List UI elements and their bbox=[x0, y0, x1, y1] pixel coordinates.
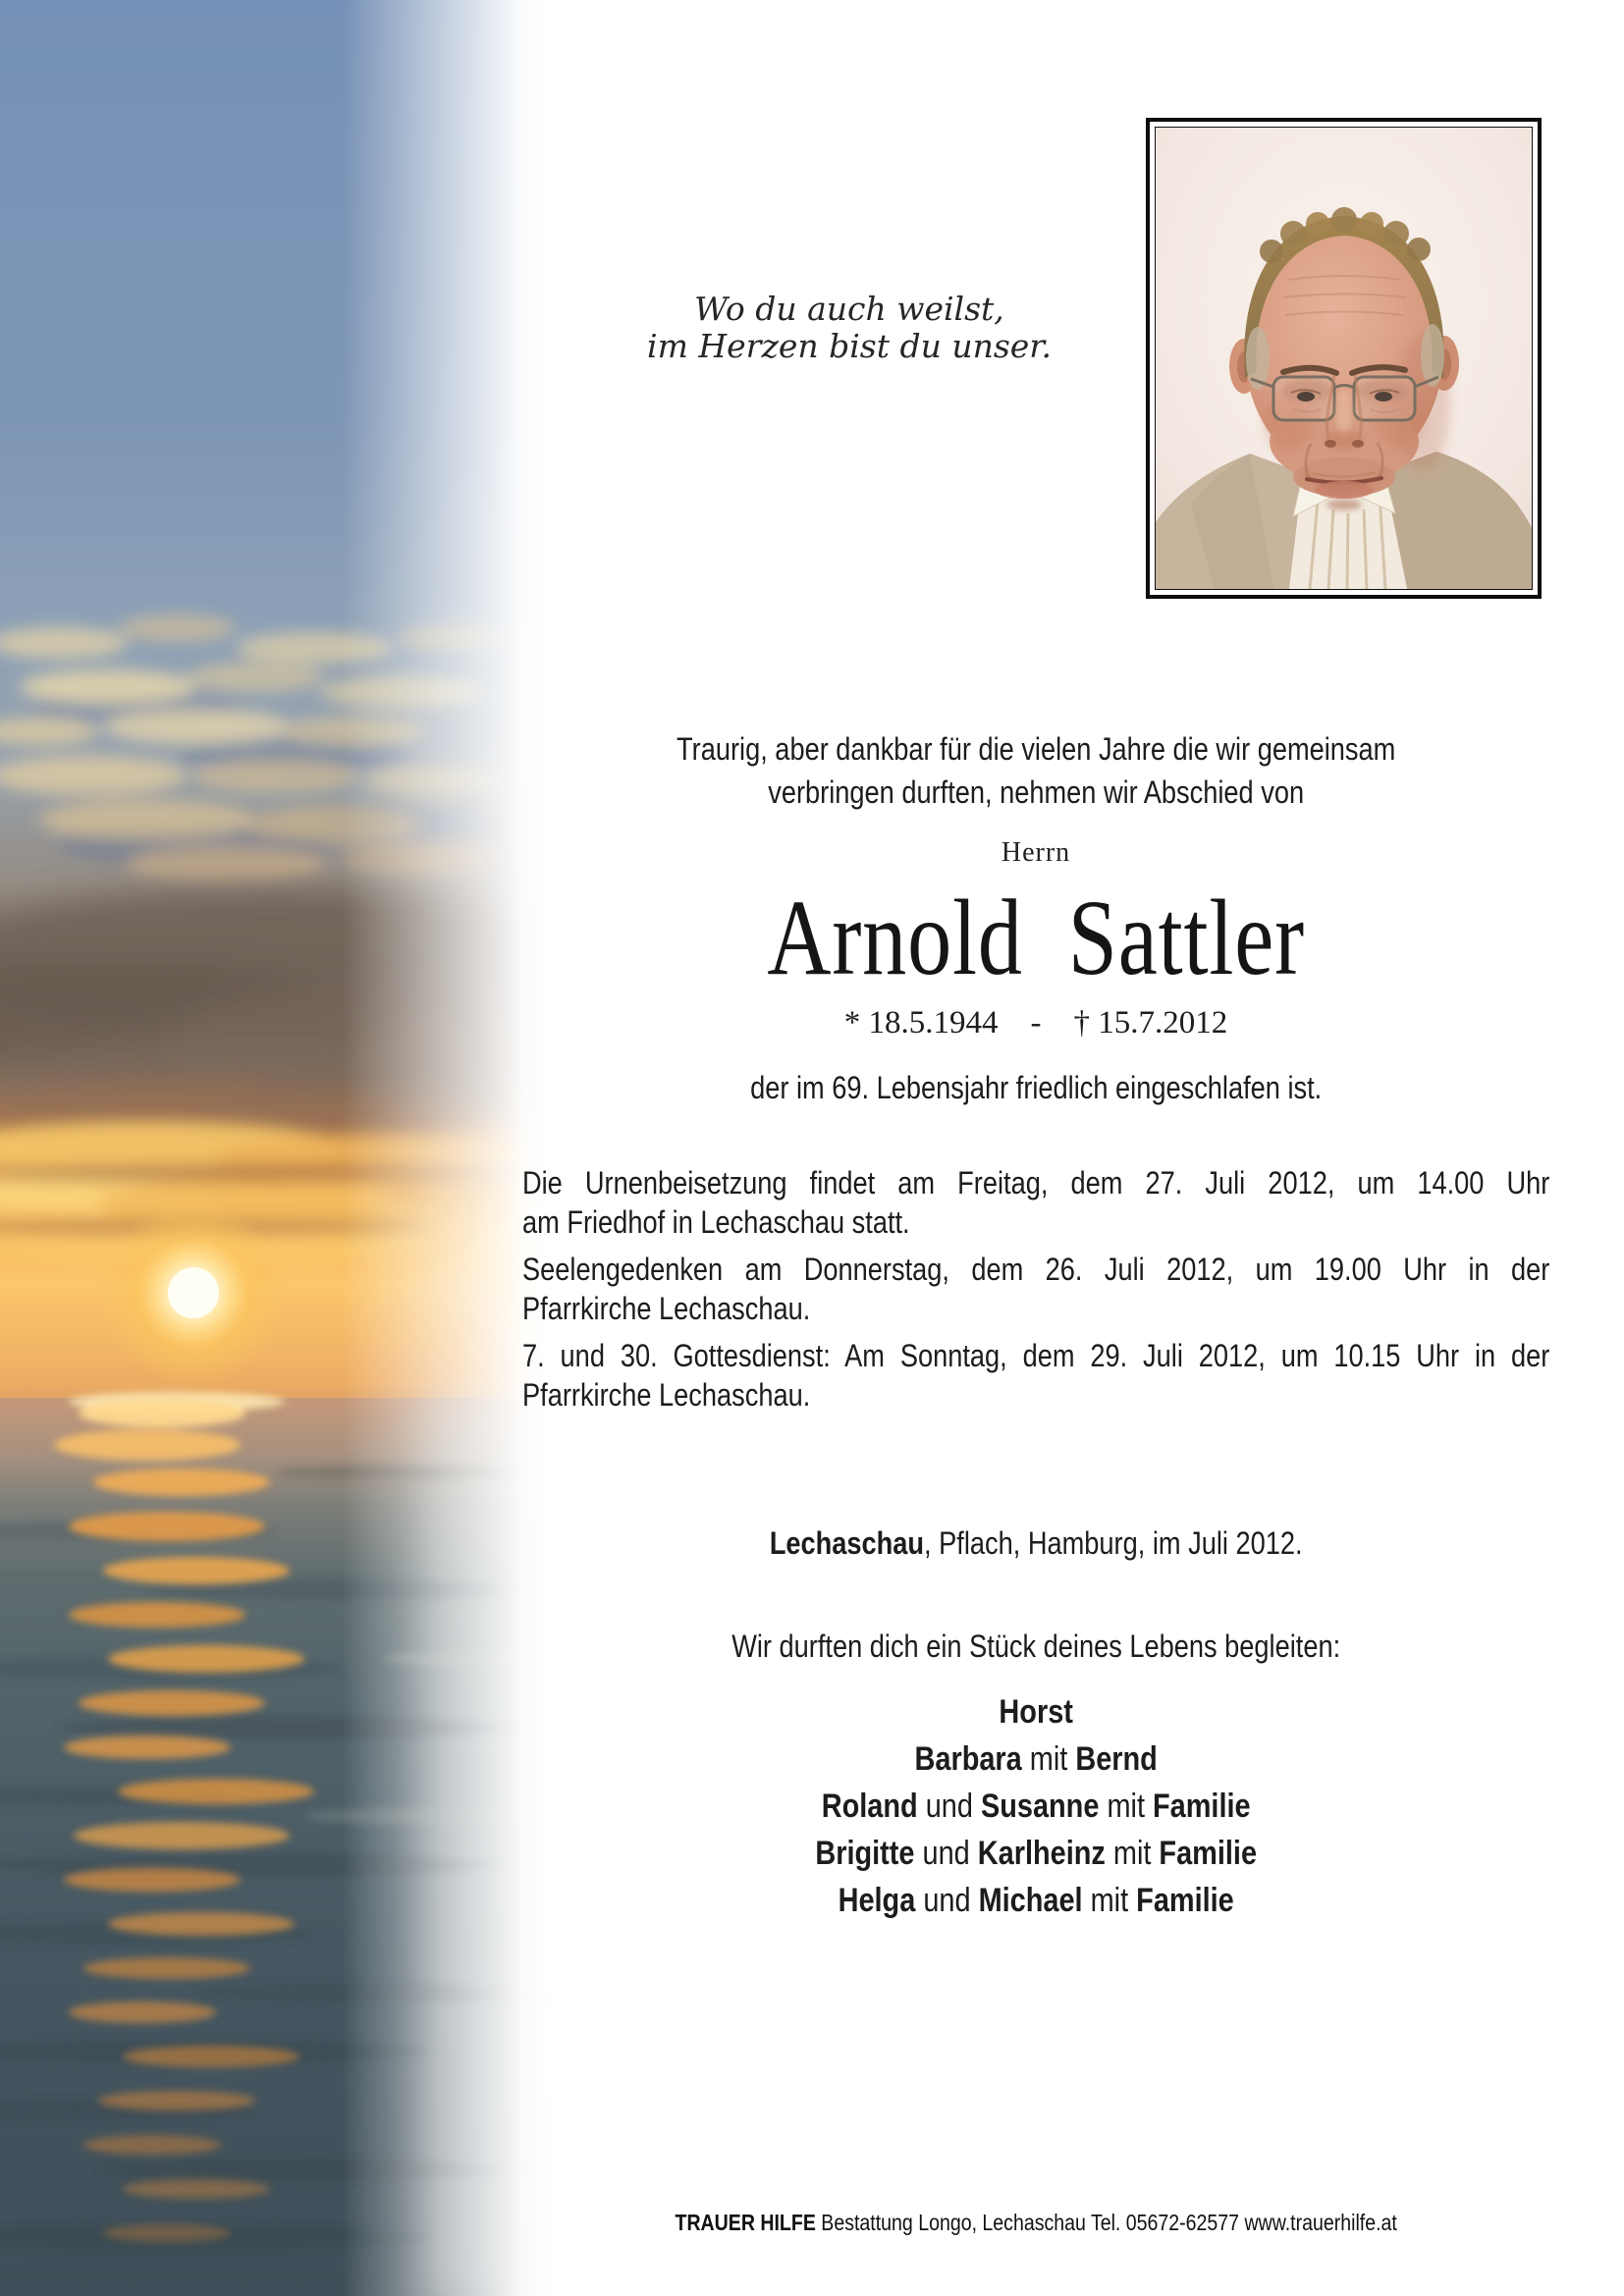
mourner-line bbox=[522, 1735, 1549, 1783]
mourner-name: Roland bbox=[821, 1788, 918, 1825]
paragraph-line: am Friedhof in Lechaschau statt. bbox=[522, 1204, 910, 1240]
mourner-name: Brigitte bbox=[815, 1835, 915, 1872]
sunset-sea-photo bbox=[0, 0, 550, 2296]
mourner-name: Barbara bbox=[914, 1740, 1022, 1778]
photo-fade-edge bbox=[0, 0, 550, 2296]
portrait-photo-frame bbox=[1146, 118, 1542, 599]
age-line: der im 69. Lebensjahr friedlich eingeschlafen ist. bbox=[750, 1070, 1323, 1105]
memorial-quote bbox=[535, 291, 1164, 365]
portrait-illustration bbox=[1156, 128, 1532, 589]
mourner-line bbox=[522, 1783, 1549, 1830]
quote-line: Wo du auch weilst, bbox=[694, 290, 1004, 328]
first-name: Arnold bbox=[767, 878, 1023, 997]
mourner-name: Horst bbox=[999, 1693, 1073, 1731]
places-bold: Lechaschau bbox=[769, 1525, 925, 1561]
funeral-home-footer bbox=[522, 2209, 1549, 2236]
mourner-name: Familie bbox=[1153, 1788, 1251, 1825]
paragraph-line: Die Urnenbeisetzung findet am Freitag, dem 27. Juli 2012, um 14.00 Uhr bbox=[522, 1165, 1550, 1201]
places-line bbox=[522, 1523, 1549, 1563]
announcement-paragraph bbox=[522, 1163, 1549, 1242]
paragraph-line: 7. und 30. Gottesdienst: Am Sonntag, dem 29. Juli 2012, um 10.15 Uhr in der bbox=[522, 1338, 1550, 1373]
quote-line: im Herzen bist du unser. bbox=[647, 327, 1052, 365]
paragraph-line: Seelengedenken am Donnerstag, dem 26. Juli 2012, um 19.00 Uhr in der bbox=[522, 1252, 1550, 1287]
mourner-name: Karlheinz bbox=[977, 1835, 1106, 1872]
footer-brand: TRAUER HILFE bbox=[675, 2210, 816, 2235]
paragraph-line: Pfarrkirche Lechaschau. bbox=[522, 1291, 811, 1326]
mourner-name: Familie bbox=[1159, 1835, 1258, 1872]
intro-text bbox=[522, 727, 1549, 814]
announcement-paragraph bbox=[522, 1336, 1549, 1415]
deceased-name bbox=[522, 878, 1549, 997]
intro-line: Traurig, aber dankbar für die vielen Jahre die wir gemeinsam bbox=[677, 731, 1396, 767]
salutation: Herrn bbox=[1001, 837, 1071, 868]
mourner-line bbox=[522, 1877, 1549, 1924]
farewell-line: Wir durften dich ein Stück deines Lebens begleiten: bbox=[731, 1629, 1341, 1664]
last-name: Sattler bbox=[1067, 878, 1305, 997]
portrait-photo bbox=[1156, 128, 1532, 589]
mourner-line bbox=[522, 1688, 1549, 1735]
mourner-name: Familie bbox=[1136, 1882, 1234, 1919]
life-dates: * 18.5.1944 - † 15.7.2012 bbox=[843, 1005, 1228, 1041]
mourner-conjunction: mit bbox=[1099, 1788, 1154, 1825]
paragraph-line: Pfarrkirche Lechaschau. bbox=[522, 1377, 811, 1413]
mourner-name: Bernd bbox=[1075, 1740, 1158, 1778]
sunset-sea-illustration bbox=[0, 0, 550, 2296]
mourner-name: Helga bbox=[838, 1882, 916, 1919]
announcement-paragraph bbox=[522, 1250, 1549, 1328]
mourner-line bbox=[522, 1830, 1549, 1877]
mourner-name: Susanne bbox=[980, 1788, 1100, 1825]
mourner-conjunction: mit bbox=[1105, 1835, 1160, 1872]
footer-details: Bestattung Longo, Lechaschau Tel. 05672-62577 www.trauerhilfe.at bbox=[815, 2210, 1397, 2235]
mourner-conjunction: und bbox=[914, 1835, 978, 1872]
intro-line: verbringen durften, nehmen wir Abschied von bbox=[768, 774, 1305, 810]
mourners-list bbox=[522, 1688, 1549, 1924]
mourner-name: Michael bbox=[978, 1882, 1083, 1919]
mourner-conjunction: und bbox=[917, 1788, 981, 1825]
places-rest: , Pflach, Hamburg, im Juli 2012. bbox=[924, 1525, 1303, 1561]
announcement-paragraphs bbox=[522, 1163, 1549, 1422]
mourner-conjunction: mit bbox=[1021, 1740, 1076, 1778]
mourner-conjunction: mit bbox=[1082, 1882, 1137, 1919]
mourner-conjunction: und bbox=[915, 1882, 979, 1919]
